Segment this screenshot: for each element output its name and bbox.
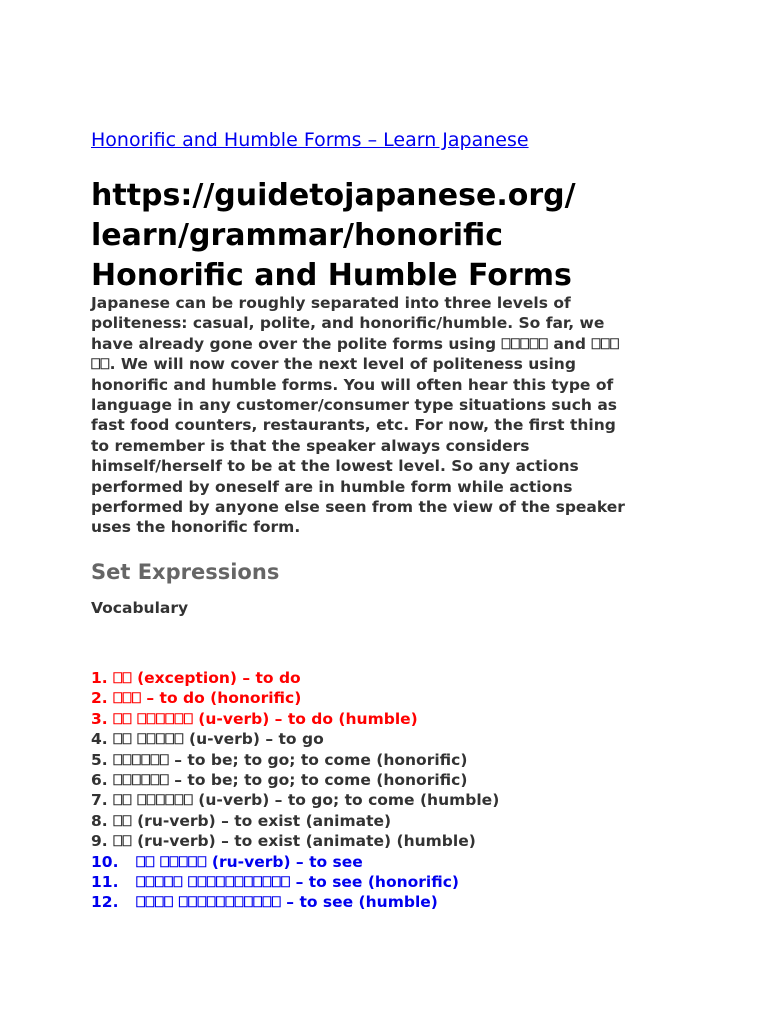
vocab-item — [91, 872, 499, 892]
vocab-item — [91, 729, 499, 749]
vocab-number: 10. — [91, 852, 119, 871]
intro-line: honorific and humble forms. You will often hear this type of — [91, 375, 614, 394]
vocab-item — [91, 892, 499, 912]
vocab-item — [91, 831, 499, 851]
intro-line: uses the honorific form. — [91, 518, 301, 537]
vocab-number: 4. — [91, 730, 108, 749]
vocab-text: ⎕⎕⎕⎕ ⎕⎕⎕⎕⎕⎕⎕⎕⎕⎕⎕ – to see (humble) — [136, 893, 438, 912]
vocab-number: 7. — [91, 791, 108, 810]
source-link[interactable]: Honorific and Humble Forms – Learn Japanese — [91, 129, 529, 151]
vocab-text: ⎕⎕⎕ – to do (honorific) — [113, 689, 302, 708]
intro-line: ⎕⎕. We will now cover the next level of politeness using — [91, 355, 576, 374]
vocab-item — [91, 688, 499, 708]
intro-line: politeness: casual, polite, and honorific/humble. So far, we — [91, 314, 605, 333]
intro-line: have already gone over the polite forms using ⎕⎕⎕⎕⎕ and ⎕⎕⎕ — [91, 334, 620, 353]
intro-line: language in any customer/consumer type situations such as — [91, 396, 618, 415]
vocab-text: ⎕⎕ ⎕⎕⎕⎕⎕ (u-verb) – to go — [113, 730, 324, 749]
vocab-text: ⎕⎕⎕⎕⎕⎕ – to be; to go; to come (honorific) — [113, 771, 468, 790]
vocab-number: 8. — [91, 811, 108, 830]
intro-line: to remember is that the speaker always considers — [91, 436, 530, 455]
vocabulary-label: Vocabulary — [91, 599, 189, 617]
intro-line: himself/herself to be at the lowest level. So any actions — [91, 457, 579, 476]
vocab-text: ⎕⎕⎕⎕⎕ ⎕⎕⎕⎕⎕⎕⎕⎕⎕⎕⎕ – to see (honorific) — [136, 873, 460, 892]
vocab-number: 2. — [91, 689, 108, 708]
vocab-number: 6. — [91, 771, 108, 790]
vocab-number: 1. — [91, 669, 108, 687]
vocab-text: ⎕⎕ (ru-verb) – to exist (animate) (humble) — [113, 832, 476, 851]
vocab-text: ⎕⎕ ⎕⎕⎕⎕⎕ (ru-verb) – to see — [136, 852, 363, 871]
section-heading: Set Expressions — [91, 560, 280, 584]
vocab-text: ⎕⎕ ⎕⎕⎕⎕⎕⎕ (u-verb) – to do (humble) — [113, 709, 418, 728]
vocab-number: 12. — [91, 893, 119, 912]
page-title — [91, 176, 576, 296]
vocab-number: 3. — [91, 709, 108, 728]
intro-line: performed by oneself are in humble form while actions — [91, 477, 573, 496]
intro-line: performed by anyone else seen from the view of the speaker — [91, 498, 625, 517]
vocabulary-list — [91, 668, 499, 913]
vocab-number: 5. — [91, 750, 108, 769]
vocab-item — [91, 770, 499, 790]
vocab-item — [91, 750, 499, 770]
title-line: https://guidetojapanese.org/ — [91, 178, 576, 213]
intro-paragraph — [91, 293, 686, 538]
vocab-item — [91, 709, 499, 729]
intro-line: Japanese can be roughly separated into three levels of — [91, 294, 571, 312]
vocab-item — [91, 668, 499, 688]
vocab-item — [91, 852, 499, 872]
vocab-text: ⎕⎕ (ru-verb) – to exist (animate) — [113, 811, 392, 830]
vocab-number: 9. — [91, 832, 108, 851]
vocab-item — [91, 811, 499, 831]
title-line: learn/grammar/honorific — [91, 218, 504, 253]
vocab-text: ⎕⎕ (exception) – to do — [113, 669, 301, 687]
intro-line: fast food counters, restaurants, etc. For now, the first thing — [91, 416, 616, 435]
vocab-number: 11. — [91, 873, 119, 892]
vocab-text: ⎕⎕ ⎕⎕⎕⎕⎕⎕ (u-verb) – to go; to come (humble) — [113, 791, 500, 810]
vocab-item — [91, 790, 499, 810]
vocab-text: ⎕⎕⎕⎕⎕⎕ – to be; to go; to come (honorific) — [113, 750, 468, 769]
title-line: Honorific and Humble Forms — [91, 258, 572, 293]
